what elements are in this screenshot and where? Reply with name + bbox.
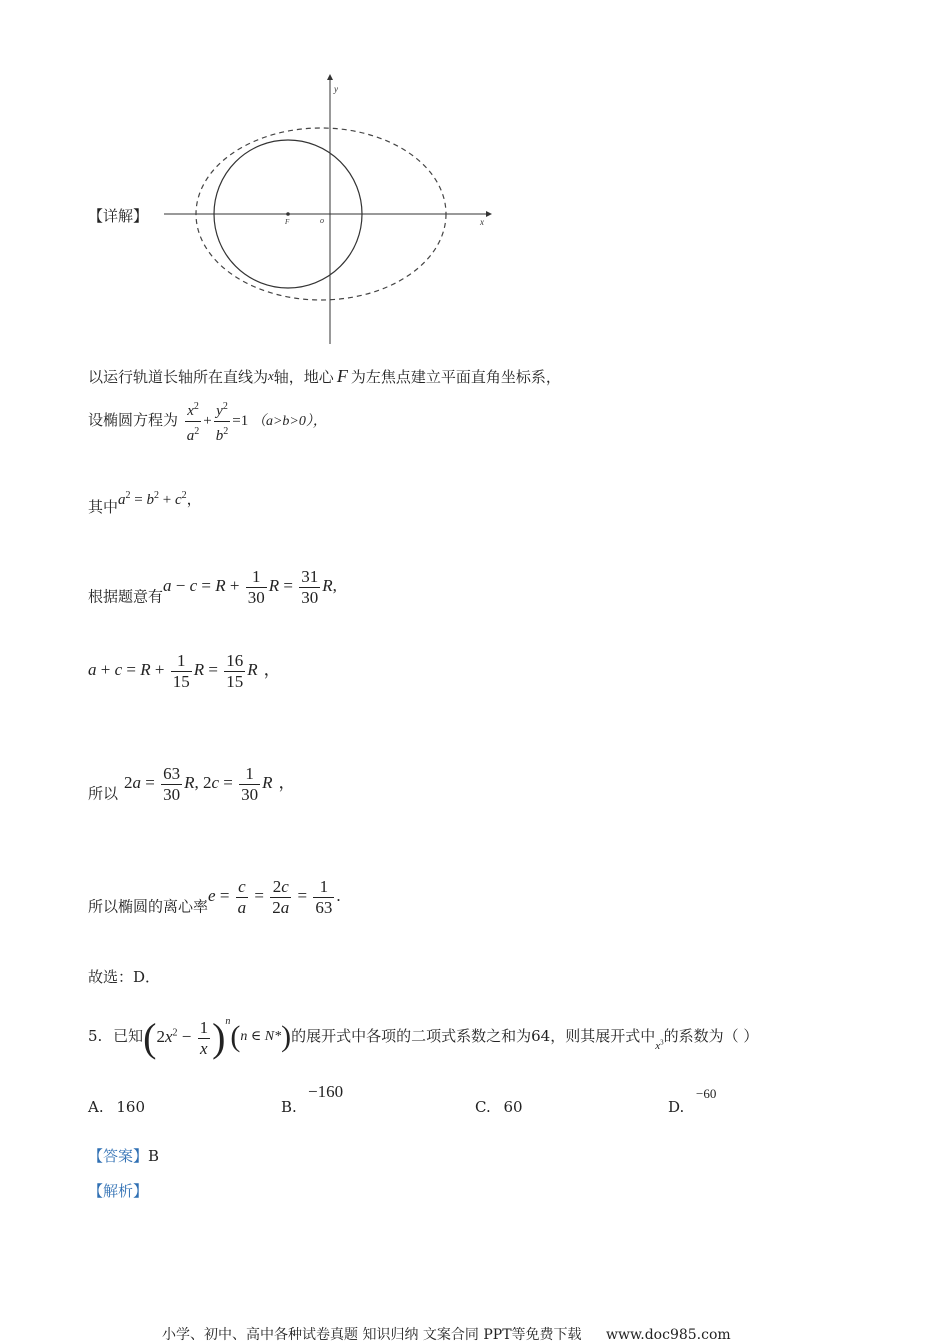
- x-axis-arrow: [486, 211, 492, 217]
- footer: [162, 1324, 731, 1344]
- option-b: B.: [281, 1098, 297, 1116]
- footer-url[interactable]: www.doc985.com: [605, 1327, 731, 1343]
- ellipse-diagram: [150, 72, 500, 350]
- option-b-value: −160: [308, 1082, 344, 1101]
- option-d: D.: [668, 1098, 685, 1116]
- focus-point: [286, 212, 290, 216]
- line-a-minus-c: 根据题意有a − c = R + $\frac{1}{30}$ R = $\frac{31}{30}$ R,: [88, 567, 337, 607]
- x-axis-label: x: [480, 217, 484, 227]
- line-choice: 故选：D．: [88, 968, 161, 986]
- focus-label: F: [285, 218, 290, 226]
- answer-line: [88, 1145, 159, 1166]
- line-coordinate-setup: 以运行轨道长轴所在直线为x轴，地心 F 为左焦点建立平面直角坐标系，: [88, 366, 561, 386]
- 2a-2c-formula: 2a = $\frac{63}{30}$ R, 2c = $\frac{1}{30}$ R ，: [124, 764, 296, 804]
- option-d-value: −60: [696, 1086, 717, 1101]
- origin-label: o: [320, 216, 324, 225]
- answer-label: 【答案】: [88, 1147, 149, 1165]
- a-minus-c-formula: a − c = R + $\frac{1}{30}$ R = $\frac{31}{30}$ R,: [163, 567, 337, 607]
- a-plus-c-formula: a + c = R + $\frac{1}{15}$ R = $\frac{16}{15}$ R ，: [88, 651, 281, 691]
- binomial-expression: ($2x^2$ − $\frac{1}{x}$ )$^n$: [143, 1015, 231, 1061]
- line-abc-relation: 其中$a^2 = b^2 + c^2$，: [88, 490, 202, 516]
- line-2a-2c: 所以2a = $\frac{63}{30}$ R, 2c = $\frac{1}{30}$ R ，: [88, 764, 296, 804]
- line-ellipse-equation: 设椭圆方程为 $\frac{x^2}{a^2}$ + $\frac{y^2}{b^2}$ =1 （a>b>0），: [88, 398, 327, 445]
- line-a-plus-c: [88, 652, 281, 691]
- abc-formula: $a^2 = b^2 + c^2$: [118, 490, 187, 508]
- y-axis-arrow: [327, 74, 333, 80]
- analysis-label: 【解析】: [88, 1182, 149, 1200]
- question-number: 5.: [88, 1027, 103, 1046]
- ellipse-formula: $\frac{x^2}{a^2}$ + $\frac{y^2}{b^2}$ =1: [183, 413, 252, 429]
- footer-text: 小学、初中、高中各种试卷真题 知识归纳 文案合同 PPT等免费下载: [162, 1327, 582, 1343]
- line-eccentricity: 所以椭圆的离心率e = $\frac{c}{a}$ = $\frac{2c}{2a}$ = $\frac{1}{63}$ .: [88, 877, 341, 917]
- power-term: x3: [655, 1038, 664, 1053]
- option-a: A. 160: [88, 1098, 146, 1116]
- question-5: 5. 已知($2x^2$ − $\frac{1}{x}$ )$^n$(n ∈ N*)的展开式中各项的二项式系数之和为64，则其展开式中$_{x^3}$的系数为（ ）: [88, 1015, 759, 1061]
- detail-label: 【详解】: [88, 207, 149, 225]
- condition-text: n ∈ N*: [240, 1029, 282, 1045]
- answer-value: B: [148, 1147, 160, 1165]
- option-c: C. 60: [475, 1098, 523, 1116]
- eccentricity-formula: e = $\frac{c}{a}$ = $\frac{2c}{2a}$ = $\frac{1}{63}$ .: [208, 877, 341, 917]
- y-axis-label: y: [334, 84, 338, 94]
